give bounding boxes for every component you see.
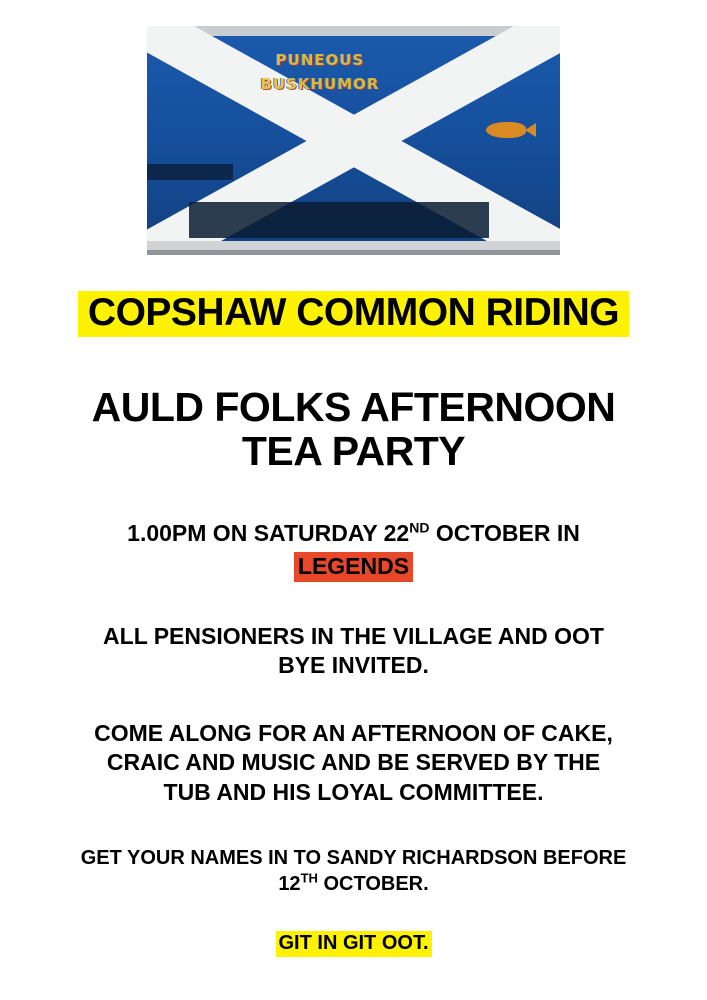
rsvp-deadline-ordinal: TH (300, 870, 318, 886)
photo-dark-bar (147, 164, 233, 180)
photo-bottom-strip (147, 241, 560, 255)
description-paragraph (44, 719, 664, 807)
flag-banner-line-2: BUSKHUMOR (260, 75, 380, 93)
event-datetime-venue (34, 519, 674, 582)
rsvp-deadline-month: OCTOBER. (317, 872, 429, 895)
rsvp-line-2 (44, 871, 664, 897)
invitation-paragraph (44, 622, 664, 681)
photo-dark-band (189, 202, 489, 238)
event-headline (44, 385, 664, 474)
event-headline-line-2: TEA PARTY (241, 428, 466, 475)
saltire-flag-photo (147, 26, 560, 255)
flag-banner-text (225, 48, 415, 100)
description-line-3: TUB AND HIS LOYAL COMMITTEE. (163, 778, 544, 805)
invitation-line-2: BYE INVITED. (278, 652, 429, 679)
event-venue: LEGENDS (294, 552, 413, 582)
page-title-text: COPSHAW COMMON RIDING (87, 291, 620, 334)
fish-icon (486, 122, 526, 138)
event-datetime-prefix: 1.00PM ON SATURDAY 22 (127, 520, 410, 547)
event-date-ordinal: ND (409, 519, 430, 536)
description-line-1: COME ALONG FOR AN AFTERNOON OF CAKE, (94, 719, 613, 746)
flag-banner-line-1: PUNEOUS (275, 51, 365, 69)
page-title (78, 291, 629, 337)
rsvp-line-1: GET YOUR NAMES IN TO SANDY RICHARDSON BEFORE (80, 846, 627, 869)
event-datetime-suffix: OCTOBER IN (429, 520, 580, 547)
event-headline-line-1: AULD FOLKS AFTERNOON (91, 383, 616, 430)
invitation-line-1: ALL PENSIONERS IN THE VILLAGE AND OOT (103, 622, 604, 649)
rsvp-paragraph (44, 845, 664, 897)
description-line-2: CRAIC AND MUSIC AND BE SERVED BY THE (106, 749, 601, 776)
closing-slogan: GIT IN GIT OOT. (276, 931, 432, 957)
rsvp-deadline-day: 12 (278, 872, 301, 895)
event-venue-wrap (34, 548, 674, 582)
